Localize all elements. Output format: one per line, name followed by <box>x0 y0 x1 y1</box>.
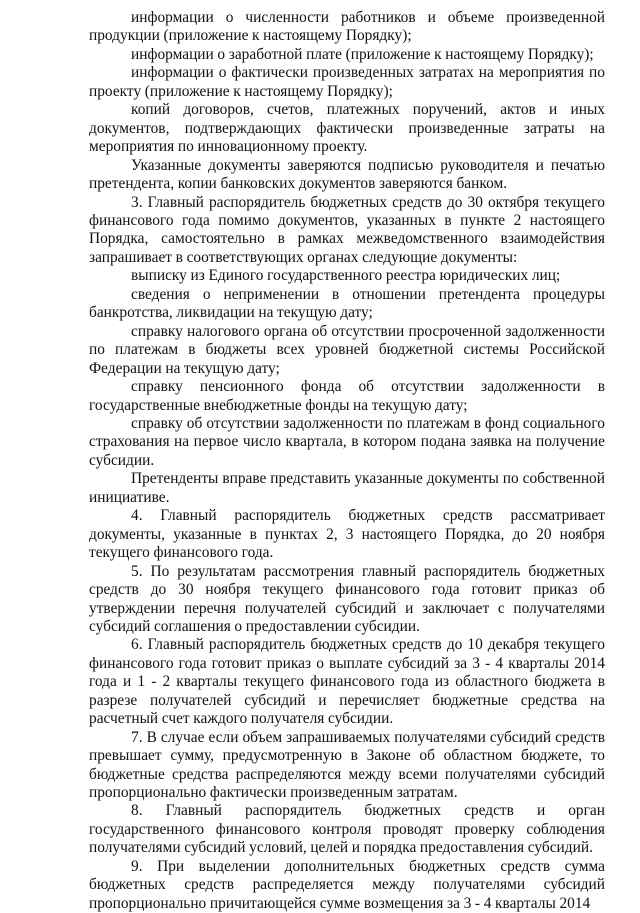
paragraph-contract-copies: копий договоров, счетов, платежных поручений, актов и иных документов, подтверждающих фактически произведенные затраты на мероприятия по инновационному проекту. <box>89 101 605 156</box>
paragraph-social-insurance-certificate: справку об отсутствии задолженности по платежам в фонд социального страхования на первое число квартала, в котором подана заявка на получение субсидии. <box>89 414 605 469</box>
paragraph-pension-certificate: справку пенсионного фонда об отсутствии задолженности в государственные внебюджетные фонды на текущую дату; <box>89 378 605 414</box>
paragraph-item-4: 4. Главный распорядитель бюджетных средств рассматривает документы, указанные в пунктах 2, 3 настоящего Порядка, до 20 ноября текущего финансового года. <box>89 507 605 562</box>
document-page <box>89 9 605 913</box>
paragraph-info-salary: информации о заработной плате (приложение к настоящему Порядку); <box>131 45 594 63</box>
paragraph-item-6: 6. Главный распорядитель бюджетных средств до 10 декабря текущего финансового года готовит приказ о выплате субсидий за 3 - 4 кварталы 2014 года и 1 - 2 кварталы текущего финансового года из областного бюджета в разрезе получателей субсидий и перечисляет бюджетные средства на расчетный счет каждого получателя субсидии. <box>89 636 605 728</box>
paragraph-item-7: 7. В случае если объем запрашиваемых получателями субсидий средств превышает сумму, предусмотренную в Законе об областном бюджете, то бюджетные средства распределяются между всеми получателями субсидий пропорционально фактически произведенным затратам. <box>89 728 605 802</box>
paragraph-info-employees: информации о численности работников и объеме произведенной продукции (приложение к настоящему Порядку); <box>89 9 605 45</box>
paragraph-own-initiative: Претенденты вправе представить указанные документы по собственной инициативе. <box>89 470 605 506</box>
paragraph-tax-certificate: справку налогового органа об отсутствии просроченной задолженности по платежам в бюджеты всех уровней бюджетной системы Российской Федерации на текущую дату; <box>89 322 605 377</box>
paragraph-bankruptcy-info: сведения о неприменении в отношении претендента процедуры банкротства, ликвидации на текущую дату; <box>89 285 605 322</box>
paragraph-certification: Указанные документы заверяются подписью руководителя и печатью претендента, копии банковских документов заверяются банком. <box>89 156 605 193</box>
paragraph-item-9: 9. При выделении дополнительных бюджетных средств сумма бюджетных средств распределяется между получателями субсидий пропорционально причитающейся сумме возмещения за 3 - 4 кварталы 2014 <box>89 857 605 912</box>
paragraph-registry-extract: выписку из Единого государственного реестра юридических лиц; <box>131 267 561 285</box>
paragraph-info-costs: информации о фактически произведенных затратах на мероприятия по проекту (приложение к настоящему Порядку); <box>89 64 605 100</box>
paragraph-item-8: 8. Главный распорядитель бюджетных средств и орган государственного финансового контроля проводят проверку соблюдения получателями субсидий условий, целей и порядка предоставления субсидий. <box>89 802 605 857</box>
paragraph-item-3: 3. Главный распорядитель бюджетных средств до 30 октября текущего финансового года помимо документов, указанных в пункте 2 настоящего Порядка, самостоятельно в рамках межведомственного взаимодействия запрашивает в соответствующих органах следующие документы: <box>89 193 605 266</box>
paragraph-item-5: 5. По результатам рассмотрения главный распорядитель бюджетных средств до 30 ноября текущего финансового года готовит приказ об утверждении перечня получателей субсидий и заключает с получателями субсидий соглашения о предоставлении субсидии. <box>89 562 605 635</box>
